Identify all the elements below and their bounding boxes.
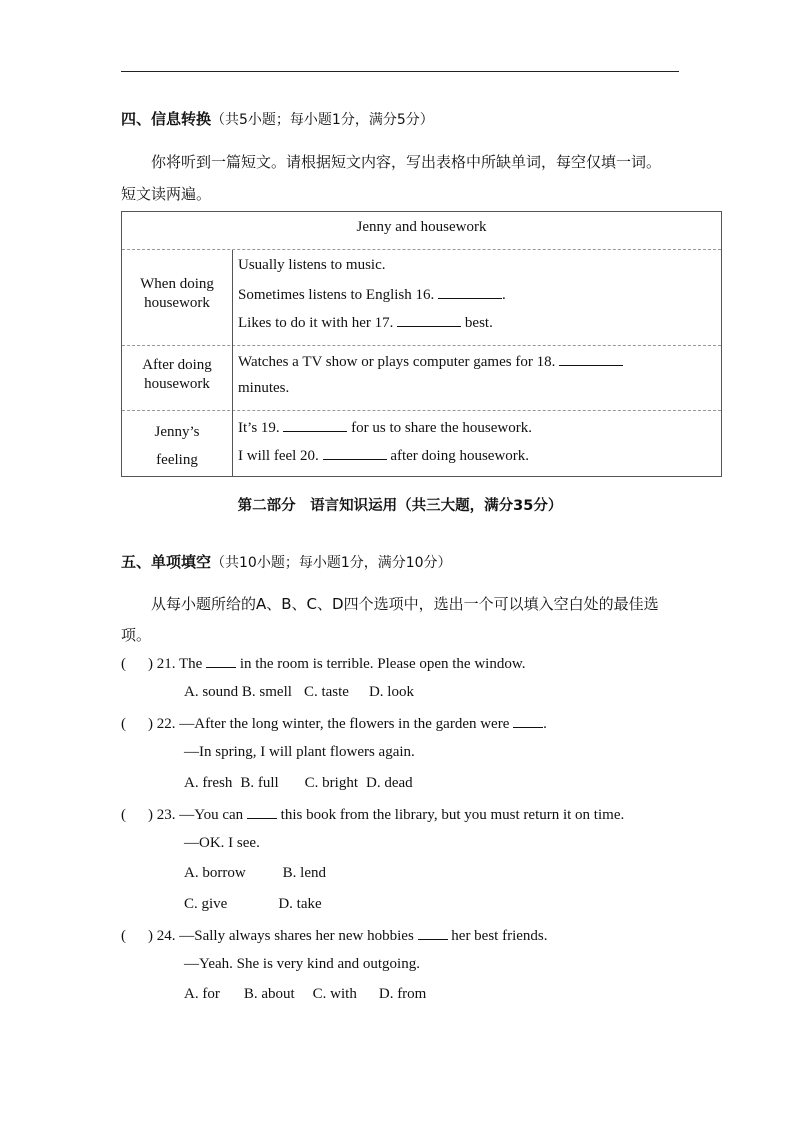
line-text: . [502,287,506,303]
question-24 [121,926,548,945]
section-4-instruction-2: 短文读两遍。 [121,185,212,203]
question-number: ) 21. [148,656,176,672]
table-line [238,285,506,304]
table-line [238,446,529,465]
answer-blank-19[interactable] [283,418,347,432]
section-4-note: （共5小题；每小题1分，满分5分） [211,112,434,128]
info-table [121,211,722,477]
answer-bracket: ( [121,656,126,672]
answer-bracket: ( [121,716,126,732]
line-text: I will feel 20. [238,448,319,464]
question-23-reply: —OK. I see. [184,835,260,851]
section-5-instruction-2: 项。 [121,626,152,644]
option-c: C. taste [303,684,349,700]
table-line [238,380,289,397]
question-blank [206,654,236,668]
row-label-when-doing [122,275,232,313]
row-label-feeling [122,418,232,474]
question-text: her best friends. [451,928,548,944]
question-number: ) 23. [148,807,176,823]
row-label-line: housework [144,376,210,392]
option-d: D. look [368,684,414,700]
option-d: D. from [378,986,427,1002]
question-22-options [184,775,413,792]
question-23-options-2 [184,896,322,913]
line-text: Usually listens to music. [238,257,386,273]
line-text: Watches a TV show or plays computer games for 18. [238,354,556,370]
table-line [238,257,386,274]
line-text: after doing housework. [390,448,530,464]
question-23-options-1 [184,865,326,882]
section-4-title: 四、信息转换 [121,110,212,128]
line-text: minutes. [238,380,290,396]
section-4-instruction-1: 你将听到一篇短文。请根据短文内容，写出表格中所缺单词，每空仅填一词。 [151,153,662,171]
question-24-reply: —Yeah. She is very kind and outgoing. [184,956,420,972]
option-a: A. fresh [184,775,233,791]
table-divider [122,410,721,411]
question-text: in the room is terrible. Please open the window. [239,656,526,672]
section-4-heading [121,108,434,129]
table-title: Jenny and housework [356,219,487,235]
question-number: ) 22. [148,716,176,732]
line-text: best. [464,315,493,331]
option-a: A. borrow [184,865,246,881]
table-divider [122,345,721,346]
row-label-line: feeling [156,452,198,468]
line-text: It’s 19. [238,420,280,436]
section-5-title: 五、单项填空 [121,553,212,571]
row-label-after-doing [122,356,232,394]
question-text: —You can [179,807,244,823]
question-text: The [178,656,203,672]
option-c: C. give [184,896,228,912]
row-label-line: When doing [140,276,214,292]
option-b: B. full [240,775,279,791]
answer-blank-20[interactable] [323,446,387,460]
answer-blank-18[interactable] [559,352,623,366]
answer-bracket: ( [121,807,126,823]
table-line [238,313,493,332]
line-text: Likes to do it with her 17. [238,315,394,331]
option-b: B. about [243,986,295,1002]
option-a: A. for [184,986,220,1002]
question-blank [247,805,277,819]
question-text: —Sally always shares her new hobbies [179,928,414,944]
option-d: D. dead [366,775,413,791]
section-5-heading [121,551,452,572]
question-24-options [184,986,426,1003]
part-2-title: 第二部分 语言知识运用（共三大题，满分35分） [237,498,563,514]
row-label-line: Jenny’s [154,424,200,440]
option-d: D. take [278,896,322,912]
answer-blank-17[interactable] [397,313,461,327]
row-label-line: After doing [142,357,212,373]
section-5-note: （共10小题；每小题1分，满分10分） [211,555,452,571]
option-c: C. with [312,986,357,1002]
question-number: ) 24. [148,928,176,944]
table-line [238,418,532,437]
question-22 [121,714,547,733]
option-a: A. sound [184,684,239,700]
question-22-reply: —In spring, I will plant flowers again. [184,744,415,760]
line-text: Sometimes listens to English 16. [238,287,435,303]
top-rule [121,71,679,72]
question-text: . [543,716,547,732]
option-c: C. bright [304,775,359,791]
answer-bracket: ( [121,928,126,944]
line-text: for us to share the housework. [351,420,532,436]
row-label-line: housework [144,295,210,311]
question-21 [121,654,525,673]
table-column-divider [232,250,233,476]
question-23 [121,805,624,824]
answer-blank-16[interactable] [438,285,502,299]
question-blank [513,714,543,728]
table-line [238,352,623,371]
option-b: B. smell [241,684,292,700]
question-text: —After the long winter, the flowers in the garden were [179,716,510,732]
section-5-instruction-1: 从每小题所给的A、B、C、D四个选项中，选出一个可以填入空白处的最佳选 [151,595,659,613]
question-blank [418,926,448,940]
question-text: this book from the library, but you must return it on time. [280,807,625,823]
table-divider [122,249,721,250]
question-21-options [184,684,414,701]
option-b: B. lend [282,865,326,881]
